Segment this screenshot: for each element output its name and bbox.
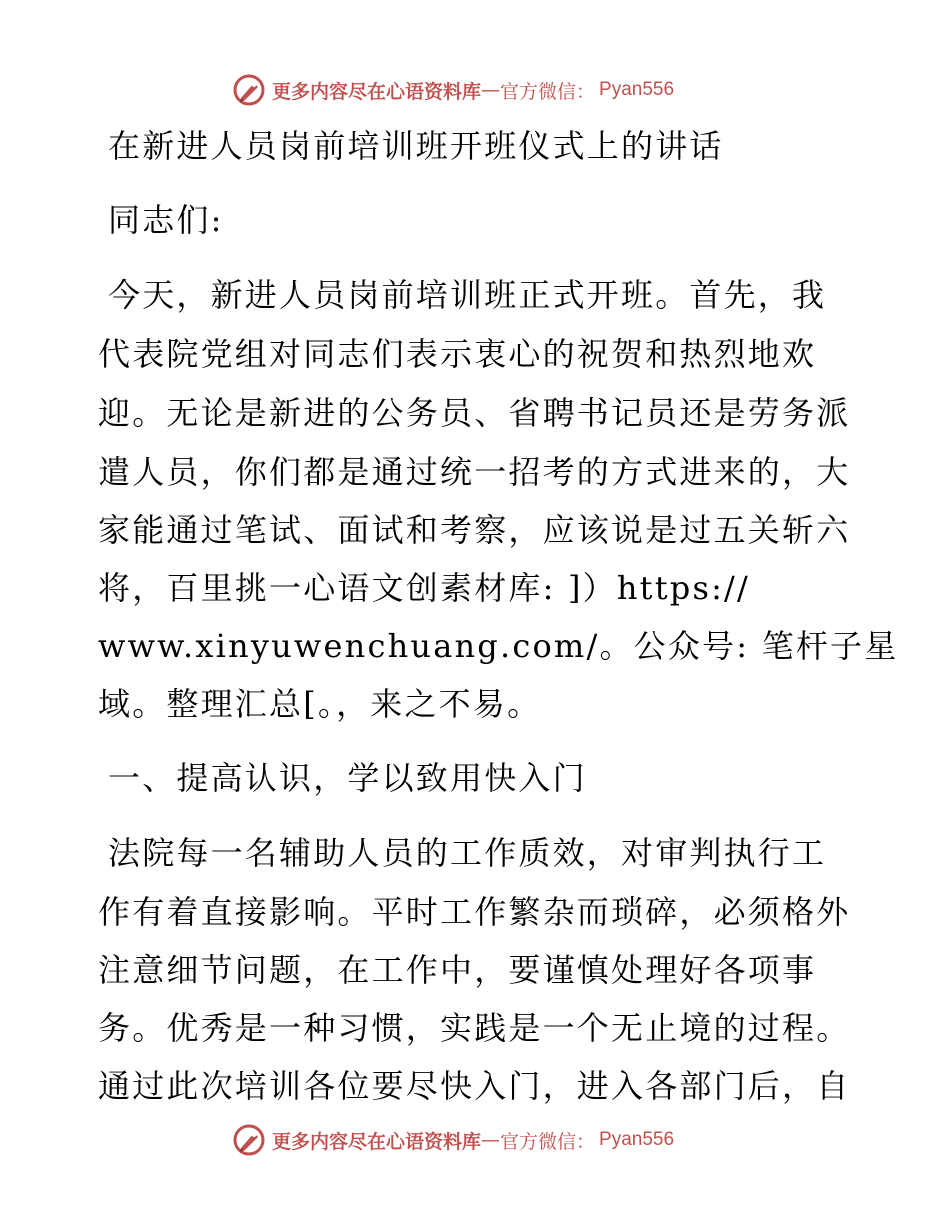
pen-nib-logo-icon: [232, 73, 266, 107]
body-line: 迎。无论是新进的公务员、省聘书记员还是劳务派: [98, 394, 851, 432]
section-heading: 一、提高认识，学以致用快入门: [108, 759, 587, 797]
body-line: 遣人员，你们都是通过统一招考的方式进来的，大: [98, 453, 851, 491]
document-title: 在新进人员岗前培训班开班仪式上的讲话: [108, 127, 724, 165]
watermark-dash: —: [481, 79, 501, 101]
watermark-dash: —: [481, 1129, 501, 1151]
watermark-brand-text: 更多内容尽在心语资料库: [272, 1130, 482, 1153]
header-watermark: [232, 72, 712, 108]
body-line: 代表院党组对同志们表示衷心的祝贺和热烈地欢: [98, 335, 817, 373]
footer-watermark: [232, 1122, 712, 1158]
watermark-brand-text: 更多内容尽在心语资料库: [272, 80, 482, 103]
body-line: 务。优秀是一种习惯，实践是一个无止境的过程。: [98, 1009, 851, 1047]
body-line: 通过此次培训各位要尽快入门，进入各部门后，自: [98, 1067, 851, 1105]
watermark-wechat-id: Pyan556: [599, 79, 675, 100]
body-line: www.xinyuwenchuang.com/。公众号: 笔杆子星: [98, 627, 899, 665]
salutation: 同志们:: [108, 201, 224, 239]
watermark-wechat-id: Pyan556: [599, 1129, 675, 1150]
body-line: 法院每一名辅助人员的工作质效，对审判执行工: [108, 834, 827, 872]
body-line: 家能通过笔试、面试和考察，应该说是过五关斩六: [98, 511, 851, 549]
watermark-official-label: 官方微信：: [500, 1130, 596, 1153]
body-line: 注意细节问题，在工作中，要谨慎处理好各项事: [98, 951, 817, 989]
body-line: 将，百里挑一心语文创素材库: ]）https://: [98, 569, 751, 607]
body-line: 域。整理汇总[。，来之不易。: [98, 685, 542, 723]
body-line: 作有着直接影响。平时工作繁杂而琐碎，必须格外: [98, 893, 851, 931]
pen-nib-logo-icon: [232, 1123, 266, 1157]
body-line: 今天，新进人员岗前培训班正式开班。首先，我: [108, 276, 827, 314]
watermark-official-label: 官方微信：: [500, 80, 596, 103]
